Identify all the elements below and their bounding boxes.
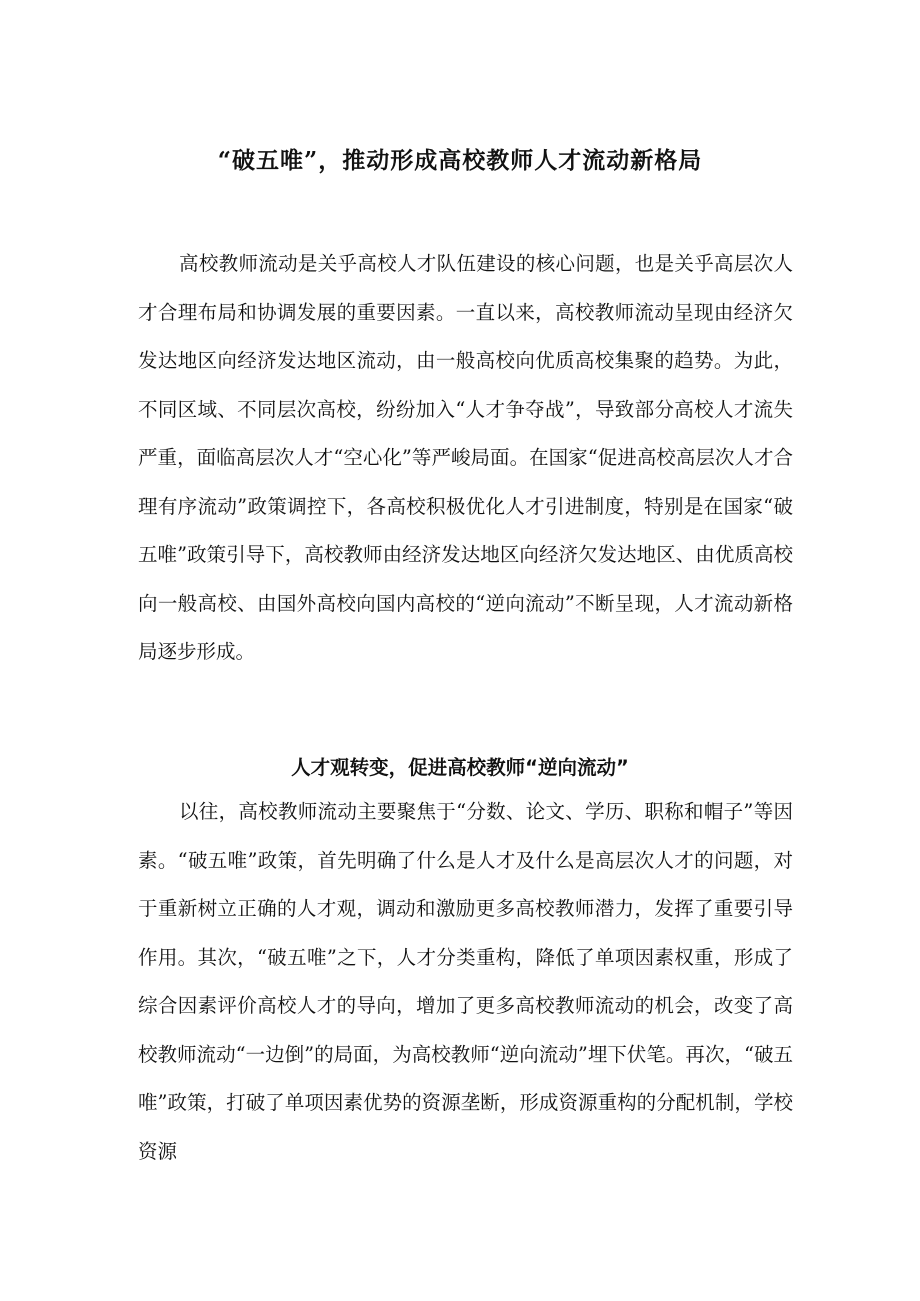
intro-paragraph: 高校教师流动是关乎高校人才队伍建设的核心问题，也是关乎高层次人才合理布局和协调发展的重要因素。一直以来，高校教师流动呈现由经济欠发达地区向经济发达地区流动，由一般高校向优质高校集聚的趋势。为此，不同区域、不同层次高校，纷纷加入“人才争夺战”，导致部分高校人才流失严重，面临高层次人才“空心化”等严峻局面。在国家“促进高校高层次人才合理有序流动”政策调控下，各高校积极优化人才引进制度，特别是在国家“破五唯”政策引导下，高校教师由经济发达地区向经济欠发达地区、由优质高校向一般高校、由国外高校向国内高校的“逆向流动”不断呈现，人才流动新格局逐步形成。 [138,252,793,663]
section-paragraph: 以往，高校教师流动主要聚焦于“分数、论文、学历、职称和帽子”等因素。“破五唯”政策，首先明确了什么是人才及什么是高层次人才的问题，对于重新树立正确的人才观，调动和激励更多高校教师潜力，发挥了重要引导作用。其次，“破五唯”之下，人才分类重构，降低了单项因素权重，形成了综合因素评价高校人才的导向，增加了更多高校教师流动的机会，改变了高校教师流动“一边倒”的局面，为高校教师“逆向流动”埋下伏笔。再次，“破五唯”政策，打破了单项因素优势的资源垄断，形成资源重构的分配机制，学校资源 [138,800,793,1163]
document-title: “破五唯”，推动形成高校教师人才流动新格局 [217,147,703,175]
section-heading: 人才观转变，促进高校教师“逆向流动” [291,756,629,780]
